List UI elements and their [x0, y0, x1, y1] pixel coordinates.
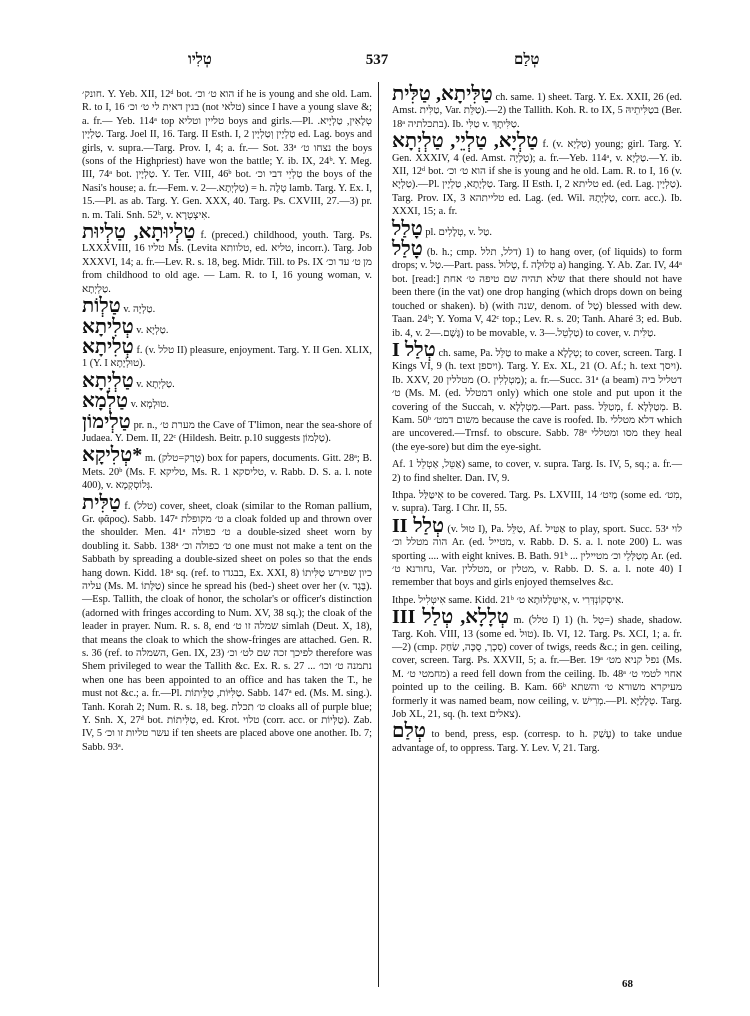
entry-text: m. (טְרַק=טלק) box for papers, documents. Gitt. 28ᵃ; B. Mets. 20ᵇ (Ms. F. טליקא, Ms. R. 1 טליסקא, v. Rabb. D. S. a. l. note 400), v. גְּלוֹסְקְמָא. [82, 453, 373, 492]
entry-text: Af. אַטֵּל, אַטְלֵל 1) same, to cover, v. supra. Targ. Is. IV, 5, sq.; a. fr.—2) to find shelter. Dan. IV, 9. [392, 459, 682, 484]
entry-text: pr. n., מערת ט׳ the Cave of T'limon, near the sea-shore of Judaea. Y. Dem. II, 22ᶜ (Hildesh. Beitr. p.10 suggests טַלְמוֹן). [82, 419, 372, 444]
signature-mark: 68 [622, 978, 633, 990]
running-head-right: טְלַם [514, 52, 540, 68]
dictionary-entry [392, 83, 682, 131]
entry-text: v. טַלְיָה. [123, 304, 156, 316]
dictionary-entry [82, 335, 373, 371]
dictionary-entry [82, 295, 372, 318]
left-column [82, 88, 372, 758]
entry-headword: טְלִיתָא [82, 335, 134, 358]
entry-headword: טְלַל I [392, 338, 436, 361]
page-number: 537 [365, 52, 389, 68]
entry-headword: טָלַל [392, 238, 423, 261]
entry-text: v. טוּלְמָא. [130, 399, 169, 411]
entry-text: v. טַלְיְתָא. [136, 378, 175, 390]
entry-headword: טַלְמָא [82, 390, 129, 413]
dictionary-entry [82, 221, 373, 296]
dictionary-entry [82, 491, 372, 755]
entry-text: to bend, press, esp. (corresp. to h. עָשַׁק) to take undue advantage of, to oppress. Targ. Y. Lev. V, 21. Targ. [392, 729, 682, 754]
entry-text: ch. same. 1) sheet. Targ. Y. Ex. XXII, 26 (ed. Amst. טַלִּית, Var. טַלֵּת).—2) the Tallith. Koh. R. to IX, 5 בטַלִּיתֵיהּ (Ber. 18ᵃ בתכלתיה). Ib. טַלִּי v. טַלִּיתָךְ. [392, 92, 682, 130]
entry-headword: טַלְימוֹן [82, 410, 131, 433]
entry-text: f. (טלל) cover, sheet, cloak (similar to the Roman pallium, Gr. φᾶρος). Sabb. 147ᵃ ט׳ מקופלת a cloak folded up and thrown over the shoulder. Men. 41ᵃ ט׳ כפולה a double-sized sheet worn by doubling it. Sabb. 138ᵃ ט׳ כפולה וכ׳ one must not make a tent on the Sabbath by spreading a double-sized sheet on poles so that the ends hang down. Kidd. 18ᵃ sq. (ref. to בבגדו, Ex. XXI, 8) כיון שפירש טַלִּיתוֹ עליה (Ms. M. טַלְּתוֹ) since he spread his (bed-) sheet over her (v. בֶּגֶד).—Esp. Tallith, the cloak of honor, the scholar's or officer's distinction (adorned with fringes according to Num. XV, 38 sq.); the cloak of the leader in prayer. Num. R. s. 8, end שמלה זו ט׳ simlah (Deut. X, 18), that means the cloak to which the show-fringes are attached. Gen. R. s. 36 (ref. to השמלה, Gen. IX, 23) לפיכך זכה שם לט׳ וכ׳ therefore was Shem privileged to wear the Tallith &c. Ex. R. s. 27 ... נתמנה ט׳ וכו׳ when one has been appointed to an office and has taken the T., he must not &c.; a. fr.—Pl. טַלִּיּוֹת, טַלֵּיתוֹת. Sabb. 147ᵃ ed. (Ms. M. sing.). Tanh. Korah 2; Num. R. s. 18, beg. ט׳ תכלת cloaks all of purple blue; Y. Snh. X, 27ᵈ bot. טַלִּיתוֹת, ed. Krot. טלוי (corr. acc. or טַלְּיוֹת). Zab. IV, 5 עשר טליות זו וכ׳ if ten sheets are placed above one another. Ib. 7; Sabb. 93ᵃ. [82, 500, 372, 753]
dictionary-entry [392, 489, 682, 516]
entry-headword: טָלַל [392, 217, 423, 240]
entry-text: חונק׳. Y. Yeb. XII, 12ᵈ bot. הוא ט׳ וכ׳ if he is young and she old. Lam. R. to I, 16 בגין דאית לי ט׳ וכ׳ (not טלאי) since I have a young slave &; a. fr.— Yeb. 114ᵃ top טליין וטליא boys and girls.—Pl. טְלָאִין, טַלְיָיא. טַלְיָין. Targ. Joel II, 16. Targ. II Esth. I, 2 טַלְיָין וְטַלְיָין ed. Lag. boys and girls, v. supra.—Targ. Prov. I, 4; a. fr.— Sot. 33ᵃ נצחו ט׳ the boys (sons of the Highpriest) have won the battle; Y. ib. IX, 24ᵇ. Y. Meg. III, 74ᵃ bot. טַלְיָין. Y. Ter. VIII, 46ᵇ bot. טַלְיֵי דבי וכ׳ the boys of the Nasi's house; a. fr.—Fem. v. טַלְיְתָא.—2) = h. טָלֶה lamb. Targ. Y. Ex. I, 15.—Pl. as ab. Targ. Y. Gen. XXX, 40. Targ. Ps. CXVIII, 27.—3) pr. n. m. Tali. Snh. 52ᵇ, v. אִיצְטְרָא. [82, 89, 373, 221]
dictionary-entry [392, 514, 683, 590]
dictionary-entry [392, 458, 682, 485]
right-column [392, 83, 683, 759]
entry-headword: טְלַל II [392, 514, 445, 537]
dictionary-entry [392, 130, 683, 218]
entry-headword: טַלְיוּתָא, טַלְיוּת [82, 221, 196, 244]
entry-headword: טַלִּית [82, 491, 121, 514]
column-divider [378, 82, 379, 987]
dictionary-entry [82, 88, 372, 222]
dictionary-entry [392, 720, 682, 755]
entry-headword: טְלָלָא, טְלַל III [392, 606, 509, 629]
entry-text: (b. h.; cmp. דלל, תלל) 1) to hang over, (of liquids) to form drops; v. טַל.—Part. pass. טָלוּל, f. טְלוּלָה a) hanging. Y. Ab. Zar. IV, 44ᵃ bot. [read:] שלא תהיה שם טיפה ט׳ אחת that there should not have been there (in the vat) one drop hanging (which drops down on being touched or shaken). b) (with שנה, denom. of טַל) blessed with dew. Taan. 24ᵇ; Y. Yoma V, 42ᶜ top.; Lev. R. s. 20; Tanh. Aharé 3; ed. Bub. ib. 4, v. גֶּשֶׁם.—2) to be movable, v. טַלְטֵל.—3) to cover, v. טַלִּית. [392, 247, 682, 339]
running-head-left: טְלִיו [188, 52, 212, 68]
entry-headword: טַלְוֹת [82, 295, 121, 318]
dictionary-entry [82, 315, 372, 338]
entry-text: pl. טְלָלִים, v. טַל. [425, 226, 492, 238]
dictionary-entry [392, 606, 683, 721]
entry-text: m. (טלל I) 1) (h. טֵל=) shade, shadow. Targ. Koh. VIII, 13 (some ed. טוּל). Ib. VI, 12. Targ. Ps. XCI, 1; a. fr.—2) (cmp. סְכָך, סֻכָּה, שַׂחַק) cover of twigs, reeds &c.; in gen. ceiling, cover, screen. Targ. Ps. XXVII, 5; a. fr.—Ber. 19ᵃ נפל קניא מט׳ (Ms. M. מחמטי ט׳) a reed fell down from the ceiling. Ib. 48ᵃ אחוי לטמי ט׳ pointed up to the ceiling. B. Kam. 66ᵇ מעיקרא משורא ט׳ והשתא formerly it was named beam, now ceiling, v. מְרִישׁ.—Pl. טְלָלַיָּא. Targ. Job XL, 21, sq. (h. text צאלים). [392, 615, 683, 721]
dictionary-entry [82, 390, 372, 413]
dictionary-entry [392, 217, 682, 240]
dictionary-entry [82, 369, 372, 392]
entry-text: (v. טוּל I), Pa. טַלֵּל, Af. אַטִּיל to play, sport. Succ. 53ᵃ לוי הוה מטלל וכ׳ Ar. (ed. מטייל, v. Rabb. D. S. a. l. note 200) L. was sporting .... with eight knives. B. Bath. 91ᵇ ... מְטַלְּלֵי וכ׳ מטיילין Ar. (ed. נחורנא ט׳, Var. מטללין, or מטלין, v. Rabb. D. S. a. l. note 40) I remember that boys and girls enjoyed themselves &c. [392, 523, 683, 589]
entry-text: ch. same, Pa. טַלֵּל to make a טְלָלָא; to cover, screen. Targ. I Kings VI, 9 (h. text ויספן). Targ. Y. Ex. XL, 21 (O. Af.; h. text ויסך). Ib. XXV, 20 מטללין (O. מַטְלְלִין); a. fr.—Succ. 31ᵃ (a beam) דטליל ביה ט׳ (Ms. M. (ed. דמטלל only) which one stole and put upon it the covering of the Succah, v. מַטְלְלָא.—Part. pass. מְטַלַּל, f. מְטַלְּלָא. B. Kam. 50ᵇ משום דמט׳ because the cave is roofed. Ib. דלא מטללי which are uncovered.—Trnsf. to obscure. Sabb. 78ᵃ מסו ומטללי they heal (the eye-sore) but dim the eye-sight. [392, 347, 682, 453]
entry-text: f. (v. טלל II) pleasure, enjoyment. Targ. Y. II Gen. XLIX, 1 (Y. I טוּלְיָתָא). [82, 344, 373, 370]
entry-headword: טְלִיתָא [82, 315, 134, 338]
dictionary-entry [392, 238, 682, 340]
entry-text: f. (v. טַלְיָא) young; girl. Targ. Y. Gen. XXXIV, 4 (ed. Amst. טַלְיָה); a. fr.—Yeb. 114ᵃ, v. טַלְיָא.—Y. ib. XII, 12ᵈ bot. הוא ט׳ וכ׳ if she is young and he old. Lam. R. to I, 16 (v. טַלְיָא).—Pl. טַלְיָתָא, טַלְיָין. Targ. II Esth. I, 2 טליתא ed. (ed. Lag. טַלְיָין). Targ. Prov. IX, 3 טלייתהא ed. Lag. (ed. Wil. טַלְיָתָהּ, corr. acc.). Ib. XXXI, 15; a. fr. [392, 139, 683, 218]
entry-headword: *טְלִיקָא [82, 444, 143, 467]
entry-text: Ithpe. אִיטְּלִיל same. Kidd. 21ᵇ אִיטַּלְלוּתָא ט׳, v. אִיסְקוֹנְדְּרִי. [392, 594, 624, 606]
dictionary-entry [392, 594, 682, 607]
entry-text: v. טַלְיָא. [136, 324, 169, 336]
entry-headword: טַלִּיתָא, טַלִּית [392, 83, 493, 105]
entry-headword: טַלְיָא, טַלְיֵי, טַלְיְתָא [392, 130, 539, 153]
dictionary-entry [392, 338, 682, 454]
entry-headword: טְלַם [392, 720, 426, 743]
entry-text: f. (preced.) childhood, youth. Targ. Ps. LXXXVIII, 16 טליו Ms. (Levita טלוותא, ed. טליא, incorr.). Targ. Job XXXVI, 14; a. fr.—Lev. R. s. 18, beg. Midr. Till. to Ps. IX מן ט׳ עד וכ׳ from childhood to old age. — Lam. R. to I, 16 young woman, v. טַלְיְתָא. [82, 230, 373, 295]
entry-text: Ithpa. אִיטַּלַּל to be covered. Targ. Ps. LXVIII, 14 מַיִט׳ (some ed. מִט׳, v. supra). Targ. I Chr. II, 55. [392, 489, 683, 515]
dictionary-entry [82, 410, 372, 446]
dictionary-entry [82, 444, 373, 492]
entry-headword: טַלְיְתָא [82, 369, 134, 392]
